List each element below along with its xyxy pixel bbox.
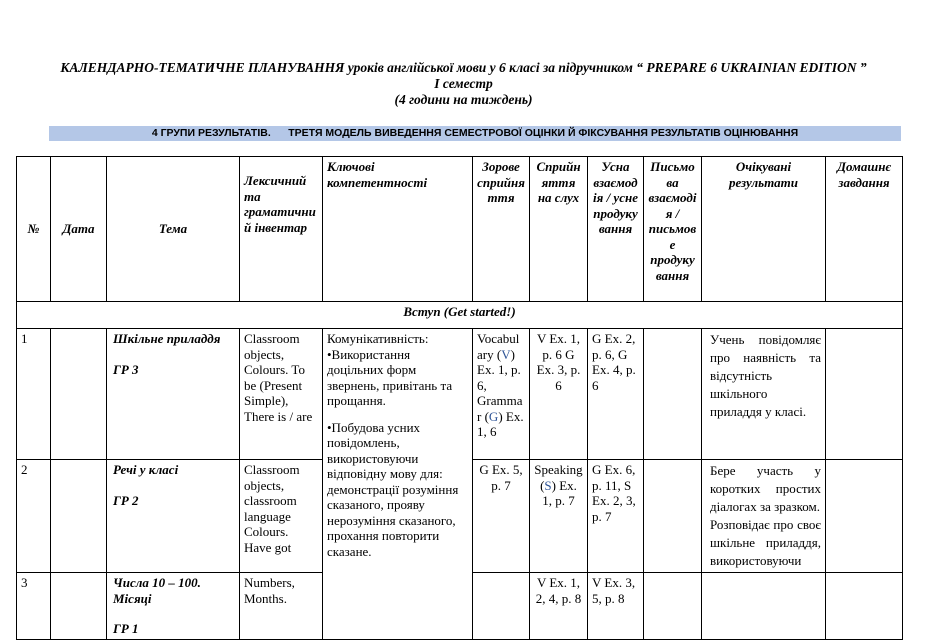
row-date <box>51 329 107 460</box>
row-listening: V Ex. 1, 2, 4, p. 8 <box>530 573 588 640</box>
row-num: 2 <box>17 460 51 573</box>
row-oral: V Ex. 3, 5, p. 8 <box>588 573 644 640</box>
listening-s: S <box>544 477 552 493</box>
document-title <box>0 60 927 108</box>
header-date: Дата <box>51 157 107 302</box>
row-written <box>644 329 702 460</box>
competences-p1: Комунікативність: •Використання доцільних форм звернень, привітань та прощання. <box>327 331 453 408</box>
row-topic <box>107 460 240 573</box>
header-row <box>17 157 903 302</box>
title-line-2: І семестр <box>434 76 493 91</box>
topic-group: ГР 3 <box>113 361 139 377</box>
row-lexical: Classroom objects, classroom language Colours. Have got <box>240 460 323 573</box>
row-expected <box>702 460 826 573</box>
header-visual: Зорове сприйняття <box>473 157 530 302</box>
header-lexical: Лексичний та граматичний інвентар <box>240 157 323 302</box>
row-expected <box>702 573 826 640</box>
listening-text-a: Speaking ( <box>534 462 583 493</box>
header-listening: Сприйняття на слух <box>530 157 588 302</box>
row-visual <box>473 573 530 640</box>
header-expected: Очікувані результати <box>702 157 826 302</box>
row-visual <box>473 329 530 460</box>
row-date <box>51 573 107 640</box>
header-oral: Усна взаємодія / усне продукування <box>588 157 644 302</box>
results-banner: 4 ГРУПИ РЕЗУЛЬТАТІВ. ТРЕТЯ МОДЕЛЬ ВИВЕДЕННЯ СЕМЕСТРОВОЇ ОЦІНКИ Й ФІКСУВАННЯ РЕЗУЛЬТАТІВ ОЦІНЮВАННЯ <box>49 126 901 141</box>
row-competences <box>323 329 473 640</box>
row-topic <box>107 573 240 640</box>
expected-a: Бере участь у коротких простих діалогах за зразком. <box>710 463 821 514</box>
section-row <box>17 302 903 329</box>
section-title: Вступ (Get started!) <box>17 302 903 329</box>
row-lexical: Classroom objects, Colours. To be (Present Simple), There is / are <box>240 329 323 460</box>
row-homework <box>826 460 903 573</box>
topic-group: ГР 2 <box>113 492 139 508</box>
row-expected: Учень повідомляє про наявність та відсутність шкільного приладдя у класі. <box>702 329 826 460</box>
listening-text-b: ) Ex. 1, p. 7 <box>542 477 577 508</box>
header-topic: Тема <box>107 157 240 302</box>
planning-table <box>16 156 903 640</box>
visual-text-b: ) Ex. 1, p. 6, Grammar ( <box>477 346 523 424</box>
header-competences: Ключові компетентності <box>323 157 473 302</box>
row-listening: V Ex. 1, p. 6 G Ex. 3, p. 6 <box>530 329 588 460</box>
title-line-3: (4 години на тиждень) <box>394 92 533 107</box>
topic-title: Числа 10 – 100. Місяці <box>113 575 201 606</box>
row-lexical: Numbers, Months. <box>240 573 323 640</box>
topic-title: Речі у класі <box>113 462 179 477</box>
row-oral: G Ex. 6, p. 11, S Ex. 2, 3, p. 7 <box>588 460 644 573</box>
row-written <box>644 460 702 573</box>
row-oral: G Ex. 2, p. 6, G Ex. 4, p. 6 <box>588 329 644 460</box>
visual-text-a: Vocabulary ( <box>477 331 520 362</box>
competences-p2: •Побудова усних повідомлень, використовуючи відповідну мову для: демонстрації розуміння сказаного, прояву нерозуміння сказаного, прохання повторити сказане. <box>327 419 459 559</box>
header-num: № <box>17 157 51 302</box>
row-written <box>644 573 702 640</box>
row-homework <box>826 573 903 640</box>
table-row <box>17 329 903 460</box>
topic-title: Шкільне приладдя <box>113 331 221 346</box>
title-line-1: КАЛЕНДАРНО-ТЕМАТИЧНЕ ПЛАНУВАННЯ уроків англійської мови у 6 класі за підручником “ PREPARE 6 UKRAINIAN EDITION ” <box>60 60 867 75</box>
visual-g: G <box>488 408 499 424</box>
row-visual: G Ex. 5, p. 7 <box>473 460 530 573</box>
topic-group: ГР 1 <box>113 621 139 636</box>
header-homework: Домашнє завдання <box>826 157 903 302</box>
row-num: 3 <box>17 573 51 640</box>
visual-v: V <box>501 346 511 362</box>
row-listening <box>530 460 588 573</box>
row-homework <box>826 329 903 460</box>
visual-text-c: ) Ex. 1, 6 <box>477 408 524 439</box>
row-date <box>51 460 107 573</box>
expected-b: Розповідає про своє шкільне приладдя, використовуючи <box>710 517 821 568</box>
header-written: Письмова взаємодія / письмове продукування <box>644 157 702 302</box>
row-topic <box>107 329 240 460</box>
row-num: 1 <box>17 329 51 460</box>
